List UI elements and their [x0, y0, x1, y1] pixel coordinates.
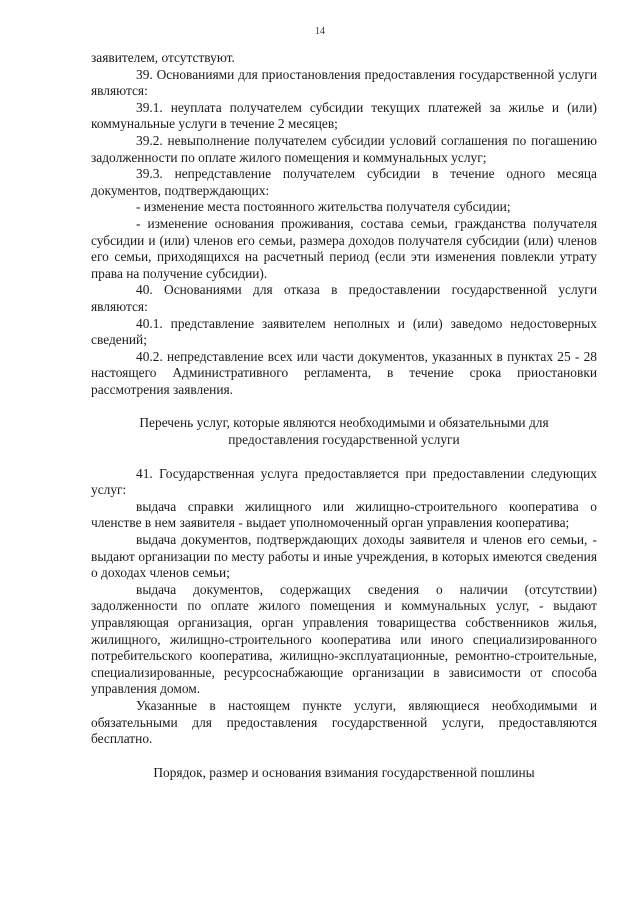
section-heading: Порядок, размер и основания взимания государственной пошлины	[153, 764, 535, 780]
paragraph: Указанные в настоящем пункте услуги, являющиеся необходимыми и обязательными для предоставления государственной услуги, предоставляются бесплатно.	[91, 697, 597, 747]
spacer	[91, 449, 597, 466]
paragraph: 40. Основаниями для отказа в предоставлении государственной услуги являются:	[91, 282, 597, 314]
paragraph: - изменение места постоянного жительства получателя субсидии;	[136, 199, 511, 215]
document-body	[91, 50, 597, 781]
paragraph: 39.3. непредставление получателем субсидии в течение одного месяца документов, подтверждающих:	[91, 166, 597, 198]
paragraph: 39. Основаниями для приостановления предоставления государственной услуги являются:	[91, 66, 597, 99]
paragraph: 40.2. непредставление всех или части документов, указанных в пунктах 25 - 28 настоящего Административного регламента, в течение срока приостановки рассмотрения заявления.	[91, 348, 597, 397]
paragraph: 40.1. представление заявителем неполных и (или) заведомо недостоверных сведений;	[91, 315, 597, 348]
paragraph: 39.2. невыполнение получателем субсидии условий соглашения по погашению задолженности по оплате жилого помещения и коммунальных услуг;	[91, 132, 597, 165]
paragraph: - изменение основания проживания, состава семьи, гражданства получателя субсидии и (или) членов его семьи, размера доходов получателя субсидии (или) членов его семьи, приходящихся на расчетный период (если эти изменения повлекли утрату права на получение субсидии).	[91, 215, 597, 281]
section-heading: Перечень услуг, которые являются необходимыми и обязательными для предоставления государственной услуги	[139, 415, 549, 448]
page-number: 14	[315, 26, 325, 37]
paragraph: выдача справки жилищного или жилищно-строительного кооператива о членстве в нем заявителя - выдает уполномоченный орган управления кооператива;	[91, 498, 597, 531]
spacer	[91, 748, 597, 765]
spacer	[91, 398, 597, 415]
paragraph: выдача документов, содержащих сведения о наличии (отсутствии) задолженности по оплате жилого помещения и коммунальных услуг, - выдают управляющая организация, орган управления товарищества собственников жилья, жилищного, жилищно-строительного кооператива или иного специализированного потребительского кооператива, жилищно-эксплуатационные, ремонтно-строительные, специализированные, ресурсоснабжающие организации в зависимости от способа управления домом.	[91, 581, 597, 697]
paragraph: заявителем, отсутствуют.	[91, 50, 235, 65]
paragraph: 39.1. неуплата получателем субсидии текущих платежей за жилье и (или) коммунальные услуги в течение 2 месяцев;	[91, 99, 597, 132]
paragraph: выдача документов, подтверждающих доходы заявителя и членов его семьи, - выдают организации по месту работы и иные учреждения, в которых имеются сведения о доходах членов семьи;	[91, 532, 597, 581]
paragraph: 41. Государственная услуга предоставляется при предоставлении следующих услуг:	[91, 465, 597, 498]
